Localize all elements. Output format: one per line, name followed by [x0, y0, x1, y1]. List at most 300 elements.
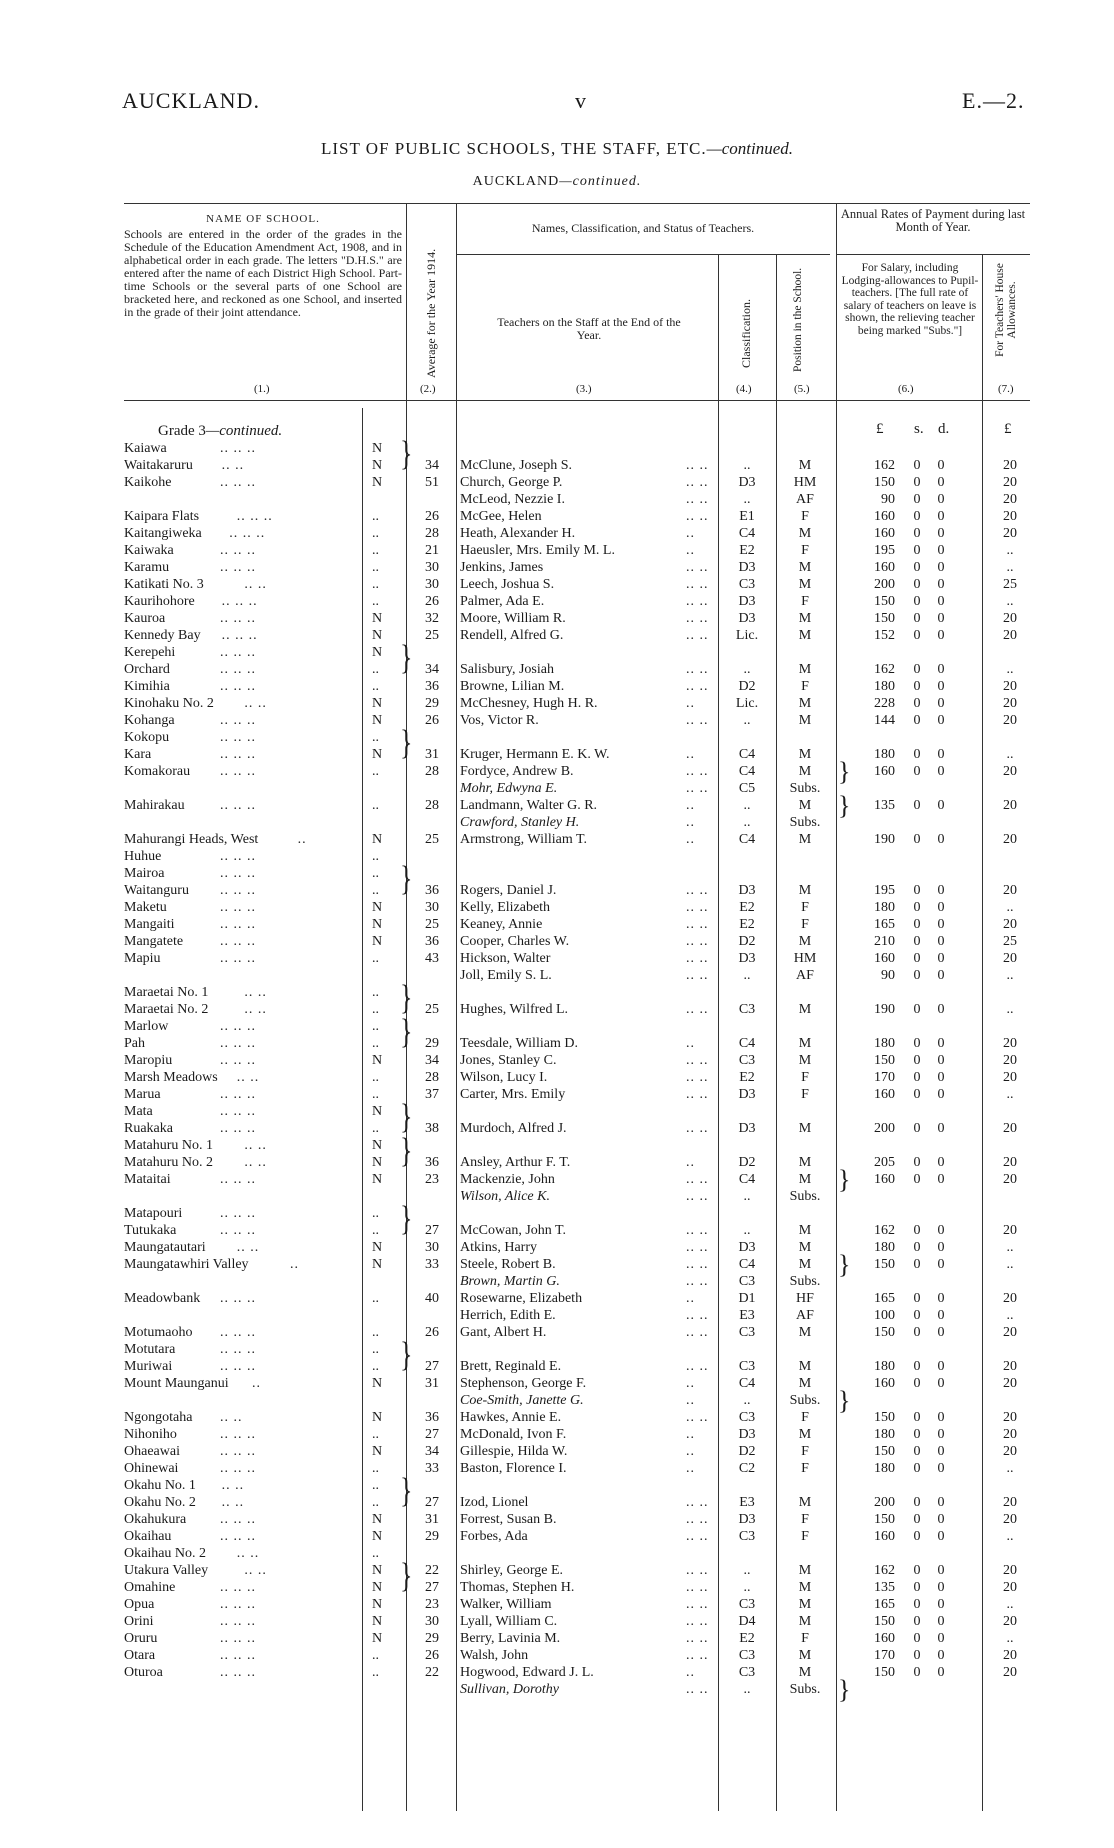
salary-pence: 0: [937, 594, 945, 609]
native-school-mark: N: [372, 713, 383, 728]
salary-shillings: 0: [913, 1257, 921, 1272]
salary-note: For Salary, including Lodging-allowances to Pupil-teachers. [The full rate of salary of teachers on leave is shown, the relieving teacher being marked "Subs."]: [841, 262, 979, 337]
native-school-mark: ..: [372, 1427, 379, 1442]
native-school-mark: ..: [372, 1206, 379, 1221]
native-school-mark: N: [372, 917, 383, 932]
school-name: Nihoniho: [124, 1427, 177, 1442]
school-name: Komakorau: [124, 764, 191, 779]
native-school-mark: ..: [372, 883, 379, 898]
salary-pounds: 162: [874, 1223, 895, 1238]
position-heading: Position in the School.: [792, 267, 804, 372]
classification: E2: [739, 900, 755, 915]
average-attendance: 36: [425, 679, 439, 694]
school-pair-bracket: }: [400, 723, 413, 763]
salary-shillings: 0: [913, 1172, 921, 1187]
table-row: [0, 1052, 1114, 1069]
salary-pence: 0: [937, 713, 945, 728]
classification: Lic.: [735, 628, 759, 643]
salary-shillings: 0: [913, 1053, 921, 1068]
position: F: [801, 1410, 809, 1425]
average-attendance: 36: [425, 934, 439, 949]
classification: ..: [743, 968, 751, 983]
school-leader-dots: .. .. ..: [220, 1053, 256, 1068]
school-leader-dots: .. ..: [244, 1563, 267, 1578]
native-school-mark: N: [372, 934, 383, 949]
native-school-mark: ..: [372, 1019, 379, 1034]
school-name: Mata: [124, 1104, 153, 1119]
position: M: [798, 832, 812, 847]
position: Subs.: [789, 815, 821, 830]
salary-pounds: 150: [874, 1410, 895, 1425]
salary-shillings: 0: [913, 1155, 921, 1170]
teacher-name: Crawford, Stanley H.: [460, 815, 580, 830]
classification: D3: [738, 1121, 756, 1136]
classification: E2: [739, 543, 755, 558]
teacher-leader-dots: .. ..: [686, 679, 709, 694]
house-allowance: 20: [1003, 1376, 1017, 1391]
native-school-mark: ..: [372, 798, 379, 813]
school-leader-dots: .. .. ..: [220, 1325, 256, 1340]
teacher-leader-dots: .. ..: [686, 951, 709, 966]
position: Subs.: [789, 1274, 821, 1289]
school-name: Waitakaruru: [124, 458, 193, 473]
native-school-mark: N: [372, 1376, 383, 1391]
table-row: [0, 848, 1114, 865]
teacher-name: Thomas, Stephen H.: [460, 1580, 575, 1595]
salary-shillings: 0: [913, 1427, 921, 1442]
salary-shillings: 0: [913, 883, 921, 898]
school-name: Kaiwaka: [124, 543, 174, 558]
school-leader-dots: .. ..: [221, 1478, 245, 1493]
salary-shillings: 0: [913, 492, 921, 507]
salary-pence: 0: [937, 662, 945, 677]
column-number-1: (1.): [254, 383, 270, 395]
average-attendance: 31: [425, 1376, 439, 1391]
school-name: Kara: [124, 747, 152, 762]
substitute-bracket: }: [838, 1386, 851, 1415]
salary-pounds: 160: [874, 1172, 895, 1187]
classification: D3: [738, 594, 756, 609]
table-row: [0, 1222, 1114, 1239]
school-leader-dots: ..: [252, 1376, 261, 1391]
salary-shillings: 0: [913, 968, 921, 983]
native-school-mark: N: [372, 696, 383, 711]
table-row: [0, 1460, 1114, 1477]
house-allowance: 20: [1003, 1427, 1017, 1442]
school-leader-dots: .. .. ..: [220, 1461, 256, 1476]
salary-pounds: 135: [874, 798, 895, 813]
school-leader-dots: .. .. ..: [220, 475, 256, 490]
teacher-leader-dots: ..: [686, 1665, 695, 1680]
salary-pence: 0: [937, 1563, 945, 1578]
native-school-mark: N: [372, 1053, 383, 1068]
running-head-left: AUCKLAND.: [122, 88, 260, 113]
school-name: Mangaiti: [124, 917, 175, 932]
native-school-mark: N: [372, 1529, 383, 1544]
salary-shillings: 0: [913, 1121, 921, 1136]
teacher-leader-dots: .. ..: [686, 713, 709, 728]
school-leader-dots: .. .. ..: [220, 951, 256, 966]
school-leader-dots: .. .. ..: [220, 1512, 256, 1527]
table-row: [0, 984, 1114, 1001]
substitute-bracket: }: [838, 1250, 851, 1279]
average-attendance: 25: [425, 628, 439, 643]
salary-pounds: 150: [874, 1665, 895, 1680]
house-allowance: ..: [1006, 1461, 1014, 1476]
teacher-name: Brown, Martin G.: [460, 1274, 560, 1289]
school-leader-dots: .. .. ..: [220, 1342, 256, 1357]
school-name: Maungatautari: [124, 1240, 206, 1255]
teacher-leader-dots: ..: [686, 1427, 695, 1442]
native-school-mark: N: [372, 1104, 383, 1119]
position: M: [798, 577, 812, 592]
salary-pounds: 180: [874, 1036, 895, 1051]
position: Subs.: [789, 1189, 821, 1204]
native-school-mark: N: [372, 441, 383, 456]
school-name: Okahu No. 1: [124, 1478, 196, 1493]
school-name: Opua: [124, 1597, 155, 1612]
school-leader-dots: .. .. ..: [220, 1291, 256, 1306]
salary-pence: 0: [937, 798, 945, 813]
school-name: Oturoa: [124, 1665, 163, 1680]
native-school-mark: ..: [372, 1495, 379, 1510]
school-name: Tutukaka: [124, 1223, 177, 1238]
school-name: Kimihia: [124, 679, 170, 694]
position: M: [798, 1580, 812, 1595]
teacher-leader-dots: .. ..: [686, 934, 709, 949]
classification: C2: [738, 1461, 756, 1476]
school-name: Kaikohe: [124, 475, 172, 490]
native-school-mark: ..: [372, 1648, 379, 1663]
school-name: Waitanguru: [124, 883, 189, 898]
classification: ..: [743, 713, 751, 728]
native-school-mark: N: [372, 628, 383, 643]
salary-shillings: 0: [913, 1240, 921, 1255]
teacher-leader-dots: .. ..: [686, 458, 709, 473]
average-attendance: 28: [425, 1070, 439, 1085]
position: M: [798, 1121, 812, 1136]
native-school-mark: ..: [372, 509, 379, 524]
house-allowance: ..: [1006, 900, 1014, 915]
table-row: [0, 474, 1114, 491]
classification: E2: [739, 1631, 755, 1646]
teacher-name: McGee, Helen: [460, 509, 542, 524]
salary-shillings: 0: [913, 900, 921, 915]
column-number-6: (6.): [898, 383, 914, 395]
position: F: [801, 509, 809, 524]
salary-shillings: 0: [913, 1631, 921, 1646]
school-name: Mataitai: [124, 1172, 171, 1187]
teacher-leader-dots: .. ..: [686, 1682, 709, 1697]
table-row: [0, 1001, 1114, 1018]
average-heading: Average for the Year 1914.: [424, 248, 438, 378]
school-pair-bracket: }: [400, 1012, 413, 1052]
school-name: Kokopu: [124, 730, 170, 745]
teacher-name: Izod, Lionel: [460, 1495, 529, 1510]
classification: D3: [738, 1240, 756, 1255]
school-name: Matahuru No. 1: [124, 1138, 214, 1153]
salary-pence: 0: [937, 1512, 945, 1527]
salary-pounds: 190: [874, 1002, 895, 1017]
teacher-name: Fordyce, Andrew B.: [460, 764, 574, 779]
position: M: [798, 1053, 812, 1068]
native-school-mark: ..: [372, 1342, 379, 1357]
position: M: [798, 1648, 812, 1663]
teacher-leader-dots: .. ..: [686, 1563, 709, 1578]
school-name: Mahurangi Heads, West: [124, 832, 259, 847]
salary-pence: 0: [937, 1070, 945, 1085]
average-attendance: 37: [425, 1087, 439, 1102]
teacher-name: Sullivan, Dorothy: [460, 1682, 560, 1697]
table-row: [0, 1154, 1114, 1171]
table-row: [0, 1171, 1114, 1188]
native-school-mark: ..: [372, 1223, 379, 1238]
teacher-name: Hughes, Wilfred L.: [460, 1002, 569, 1017]
position: M: [798, 934, 812, 949]
school-name: Maropiu: [124, 1053, 173, 1068]
teacher-name: Jones, Stanley C.: [460, 1053, 557, 1068]
average-attendance: 32: [425, 611, 439, 626]
house-allowance: ..: [1006, 594, 1014, 609]
position: F: [801, 1461, 809, 1476]
teacher-name: Shirley, George E.: [460, 1563, 564, 1578]
average-attendance: 27: [425, 1580, 439, 1595]
school-leader-dots: .. ..: [221, 458, 245, 473]
position: M: [798, 1563, 812, 1578]
salary-pounds: 205: [874, 1155, 895, 1170]
salary-pounds: 160: [874, 526, 895, 541]
house-allowance: 20: [1003, 526, 1017, 541]
house-allowance: ..: [1006, 1240, 1014, 1255]
native-school-mark: N: [372, 1597, 383, 1612]
position: F: [801, 1444, 809, 1459]
native-school-mark: ..: [372, 764, 379, 779]
school-name: Mount Maunganui: [124, 1376, 229, 1391]
salary-pence: 0: [937, 1444, 945, 1459]
average-attendance: 30: [425, 577, 439, 592]
salary-shillings: 0: [913, 1512, 921, 1527]
average-attendance: 26: [425, 1325, 439, 1340]
shillings-unit: s.: [914, 421, 924, 437]
house-allowance: 20: [1003, 1359, 1017, 1374]
native-school-mark: N: [372, 747, 383, 762]
teacher-name: Landmann, Walter G. R.: [460, 798, 598, 813]
salary-pounds: 228: [874, 696, 895, 711]
salary-pounds: 160: [874, 1631, 895, 1646]
teacher-leader-dots: ..: [686, 1155, 695, 1170]
native-school-mark: N: [372, 1512, 383, 1527]
classification: D2: [738, 934, 756, 949]
house-allowance: 20: [1003, 1223, 1017, 1238]
classification: D3: [738, 611, 756, 626]
average-attendance: 30: [425, 1240, 439, 1255]
table-row: [0, 1630, 1114, 1647]
native-school-mark: N: [372, 1257, 383, 1272]
salary-shillings: 0: [913, 458, 921, 473]
house-allowance: 20: [1003, 1036, 1017, 1051]
average-attendance: 26: [425, 594, 439, 609]
table-row: [0, 1188, 1114, 1205]
salary-shillings: 0: [913, 594, 921, 609]
teacher-leader-dots: .. ..: [686, 1410, 709, 1425]
position: AF: [796, 492, 814, 507]
table-row: [0, 1664, 1114, 1681]
table-row: [0, 1035, 1114, 1052]
salary-pence: 0: [937, 628, 945, 643]
table-row: [0, 1120, 1114, 1137]
table-row: [0, 695, 1114, 712]
average-attendance: 33: [425, 1461, 439, 1476]
teacher-name: Kruger, Hermann E. K. W.: [460, 747, 610, 762]
salary-pence: 0: [937, 1257, 945, 1272]
house-allowance: 20: [1003, 611, 1017, 626]
native-school-mark: ..: [372, 1359, 379, 1374]
school-name: Orchard: [124, 662, 170, 677]
native-school-mark: ..: [372, 1070, 379, 1085]
house-allowance: ..: [1006, 968, 1014, 983]
school-name: Okahukura: [124, 1512, 187, 1527]
table-header-rule: [124, 400, 1030, 401]
salary-pence: 0: [937, 900, 945, 915]
salary-pounds: 150: [874, 611, 895, 626]
school-name: Maraetai No. 1: [124, 985, 209, 1000]
school-name: Kohanga: [124, 713, 175, 728]
teacher-leader-dots: .. ..: [686, 1053, 709, 1068]
classification: C4: [738, 747, 756, 762]
teacher-leader-dots: .. ..: [686, 1325, 709, 1340]
table-row: [0, 1239, 1114, 1256]
column-number-3: (3.): [576, 383, 592, 395]
classification: D3: [738, 1427, 756, 1442]
table-row: [0, 1511, 1114, 1528]
salary-shillings: 0: [913, 526, 921, 541]
teacher-name: Steele, Robert B.: [460, 1257, 556, 1272]
house-allowance: 25: [1003, 577, 1017, 592]
table-row: [0, 1069, 1114, 1086]
average-attendance: 33: [425, 1257, 439, 1272]
native-school-mark: ..: [372, 1002, 379, 1017]
table-row: [0, 933, 1114, 950]
payment-subhead-rule: [836, 254, 1030, 255]
position: M: [798, 713, 812, 728]
teacher-leader-dots: .. ..: [686, 611, 709, 626]
school-leader-dots: .. .. ..: [220, 798, 256, 813]
house-allowance: 20: [1003, 1563, 1017, 1578]
classification: D3: [738, 1512, 756, 1527]
teacher-name: Gant, Albert H.: [460, 1325, 547, 1340]
salary-pence: 0: [937, 1376, 945, 1391]
house-allowance: 20: [1003, 713, 1017, 728]
classification: ..: [743, 1682, 751, 1697]
salary-pence: 0: [937, 934, 945, 949]
table-row: [0, 661, 1114, 678]
average-attendance: 21: [425, 543, 439, 558]
teacher-name: Forbes, Ada: [460, 1529, 528, 1544]
house-allowance: 20: [1003, 628, 1017, 643]
position: M: [798, 696, 812, 711]
native-school-mark: ..: [372, 849, 379, 864]
teacher-name: Palmer, Ada E.: [460, 594, 545, 609]
school-name: Otara: [124, 1648, 156, 1663]
table-row: [0, 1290, 1114, 1307]
teacher-name: Walker, William: [460, 1597, 552, 1612]
teachers-names-heading: Names, Classification, and Status of Teachers.: [531, 221, 755, 235]
house-allowance: 20: [1003, 1410, 1017, 1425]
salary-pence: 0: [937, 1053, 945, 1068]
school-pair-bracket: }: [400, 1471, 413, 1511]
salary-shillings: 0: [913, 1597, 921, 1612]
native-school-mark: N: [372, 1580, 383, 1595]
salary-pounds: 180: [874, 1359, 895, 1374]
average-attendance: 34: [425, 458, 439, 473]
school-name: Motutara: [124, 1342, 176, 1357]
salary-shillings: 0: [913, 1529, 921, 1544]
teacher-name: Forrest, Susan B.: [460, 1512, 557, 1527]
table-row: [0, 1086, 1114, 1103]
school-pair-bracket: }: [400, 859, 413, 899]
salary-pence: 0: [937, 509, 945, 524]
school-leader-dots: .. .. ..: [220, 1036, 256, 1051]
school-leader-dots: .. .. ..: [220, 883, 256, 898]
salary-pounds: 170: [874, 1070, 895, 1085]
classification: ..: [743, 1189, 751, 1204]
salary-pounds: 160: [874, 951, 895, 966]
school-leader-dots: .. .. ..: [220, 1121, 256, 1136]
teacher-name: Mackenzie, John: [460, 1172, 555, 1187]
salary-pounds: 150: [874, 594, 895, 609]
position: M: [798, 662, 812, 677]
school-pair-bracket: }: [400, 1131, 413, 1171]
average-attendance: 30: [425, 560, 439, 575]
school-name: Motumaoho: [124, 1325, 193, 1340]
position: M: [798, 1614, 812, 1629]
table-row: [0, 882, 1114, 899]
native-school-mark: ..: [372, 1325, 379, 1340]
salary-pounds: 165: [874, 917, 895, 932]
position: M: [798, 883, 812, 898]
salary-pounds: 100: [874, 1308, 895, 1323]
salary-shillings: 0: [913, 1665, 921, 1680]
position: M: [798, 1359, 812, 1374]
school-name: Marsh Meadows: [124, 1070, 218, 1085]
teacher-name: Salisbury, Josiah: [460, 662, 554, 677]
salary-pence: 0: [937, 611, 945, 626]
native-school-mark: ..: [372, 1478, 379, 1493]
salary-pounds: 150: [874, 475, 895, 490]
salary-shillings: 0: [913, 475, 921, 490]
salary-pence: 0: [937, 526, 945, 541]
teacher-leader-dots: .. ..: [686, 1189, 709, 1204]
position: M: [798, 1597, 812, 1612]
school-leader-dots: .. .. ..: [220, 1665, 256, 1680]
school-name: Utakura Valley: [124, 1563, 209, 1578]
house-allowance: 20: [1003, 679, 1017, 694]
salary-pounds: 195: [874, 543, 895, 558]
position: M: [798, 1036, 812, 1051]
teacher-leader-dots: ..: [686, 526, 695, 541]
teacher-leader-dots: .. ..: [686, 1308, 709, 1323]
position: HF: [796, 1291, 814, 1306]
salary-pounds: 162: [874, 662, 895, 677]
position: M: [798, 1376, 812, 1391]
native-school-mark: N: [372, 611, 383, 626]
school-leader-dots: .. .. ..: [220, 764, 256, 779]
average-attendance: 28: [425, 526, 439, 541]
classification: C4: [738, 1036, 756, 1051]
teacher-name: Baston, Florence I.: [460, 1461, 567, 1476]
teacher-leader-dots: .. ..: [686, 628, 709, 643]
salary-pounds: 160: [874, 1087, 895, 1102]
